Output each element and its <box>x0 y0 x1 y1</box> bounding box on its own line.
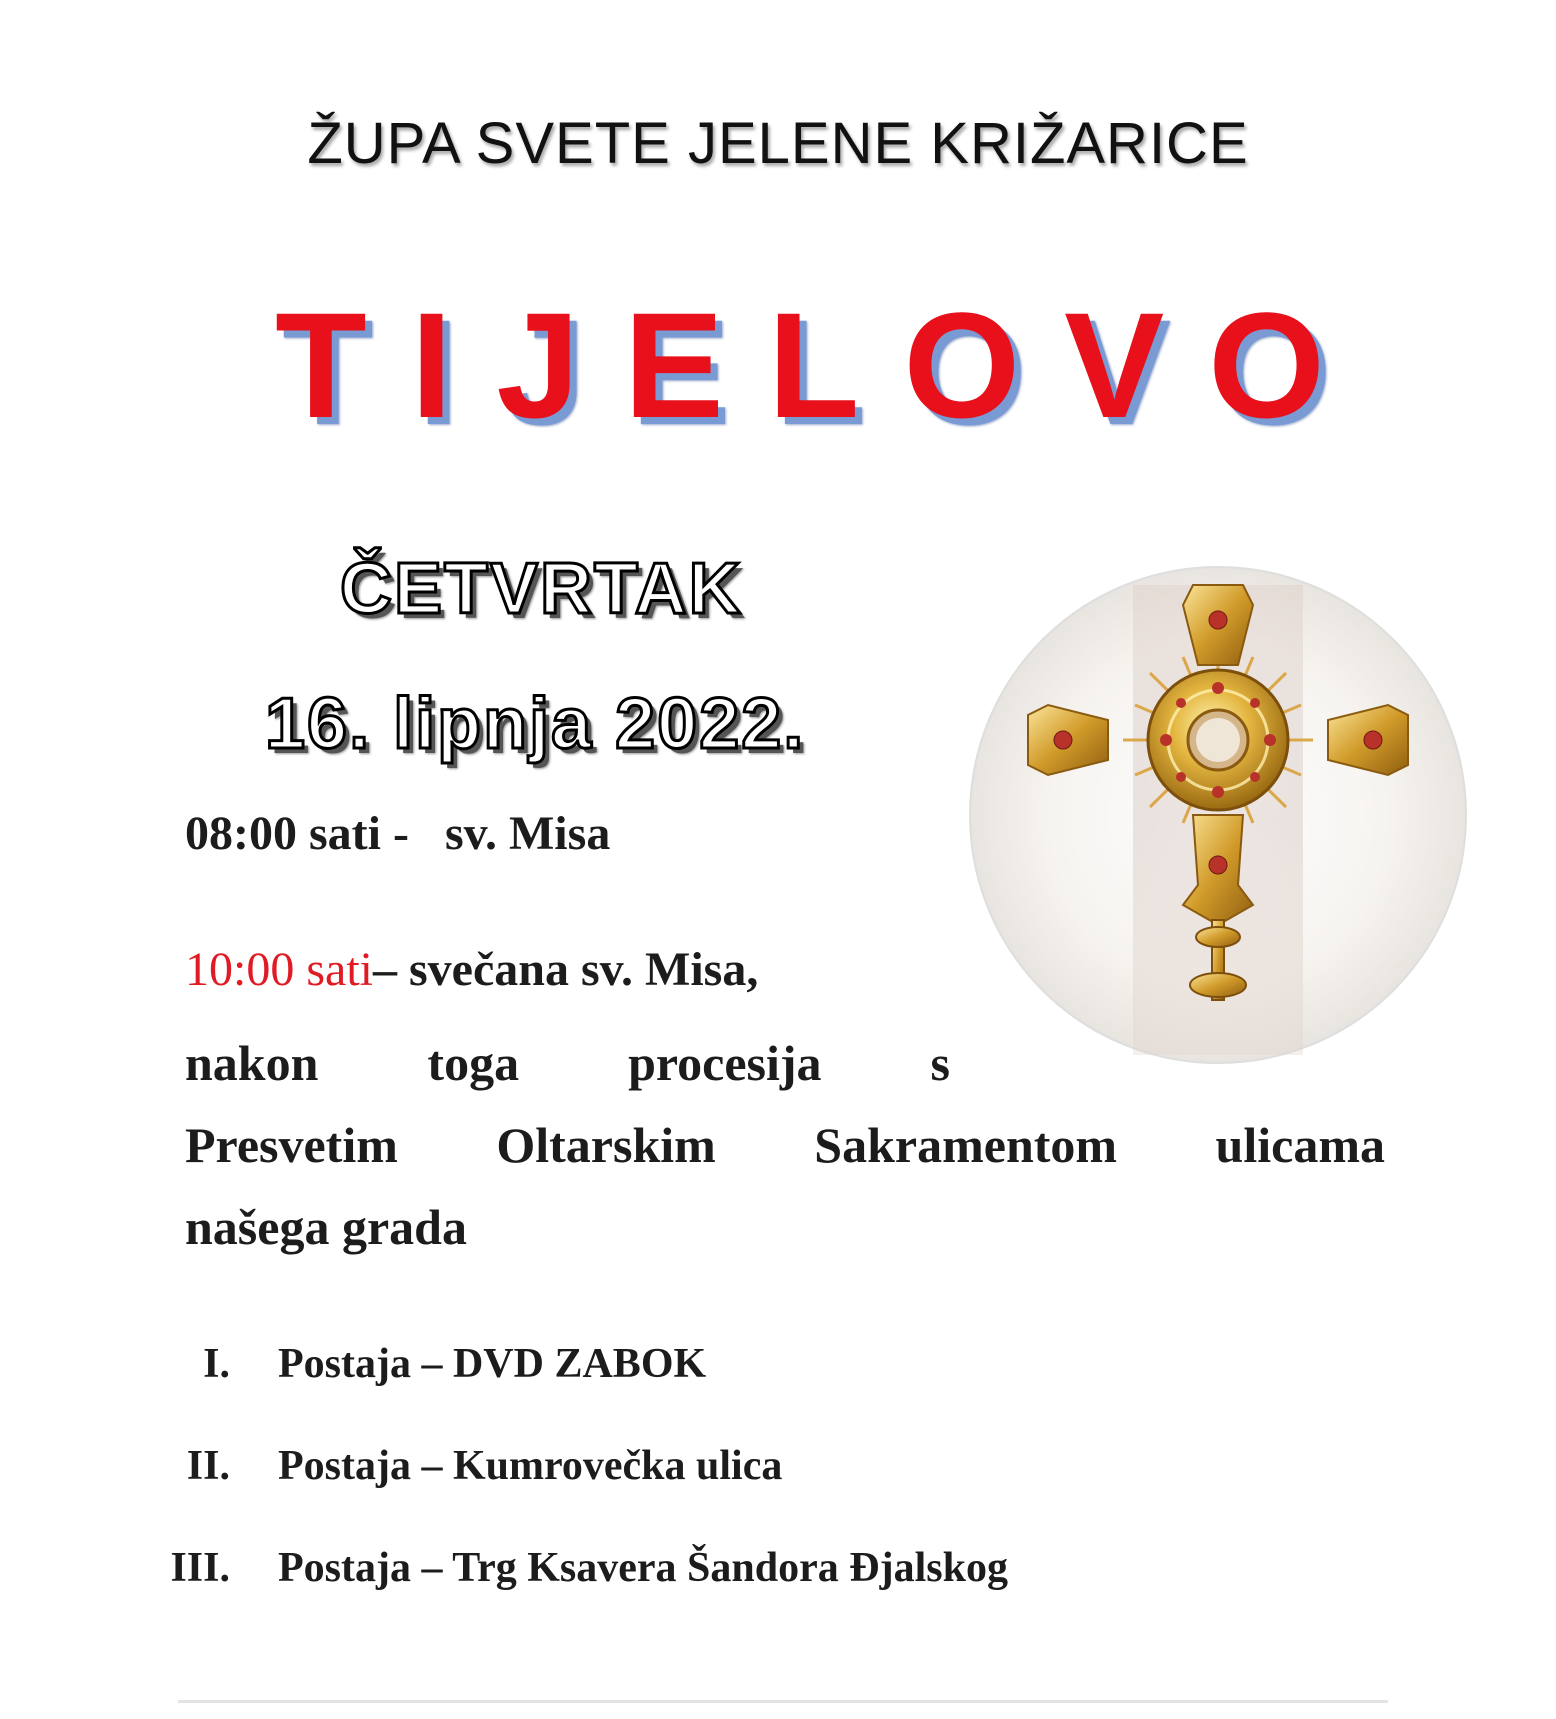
first-mass-label: sv. Misa <box>444 807 611 860</box>
procession-line-3: našega grada <box>185 1199 467 1255</box>
solemn-mass-time: 10:00 sati <box>185 943 373 996</box>
station-item <box>150 1340 1008 1442</box>
station-list <box>150 1340 1008 1646</box>
station-text: Postaja – Kumrovečka ulica <box>278 1443 783 1489</box>
station-item <box>150 1544 1008 1646</box>
station-number: I. <box>203 1341 230 1387</box>
schedule-first-mass <box>185 806 610 861</box>
procession-line-1: nakon toga procesija s <box>185 1035 950 1091</box>
schedule-solemn-mass <box>185 942 758 997</box>
station-number: II. <box>186 1443 230 1489</box>
station-text: Postaja – Trg Ksavera Šandora Đjalskog <box>278 1545 1008 1591</box>
bottom-divider <box>178 1700 1388 1703</box>
station-item <box>150 1442 1008 1544</box>
event-date: 16. lipnja 2022. <box>265 684 806 764</box>
monstrance-icon <box>968 565 1468 1065</box>
first-mass-time: 08:00 sati - <box>185 807 409 860</box>
feast-title: TIJELOVO <box>275 281 1369 449</box>
solemn-mass-label: – svečana sv. Misa, <box>373 943 759 996</box>
parish-name: ŽUPA SVETE JELENE KRIŽARICE <box>307 111 1249 176</box>
station-text: Postaja – DVD ZABOK <box>278 1341 707 1387</box>
station-number: III. <box>170 1545 230 1591</box>
event-day: ČETVRTAK <box>340 549 743 629</box>
procession-line-2: Presvetim Oltarskim Sakramentom ulicama <box>185 1117 1385 1173</box>
